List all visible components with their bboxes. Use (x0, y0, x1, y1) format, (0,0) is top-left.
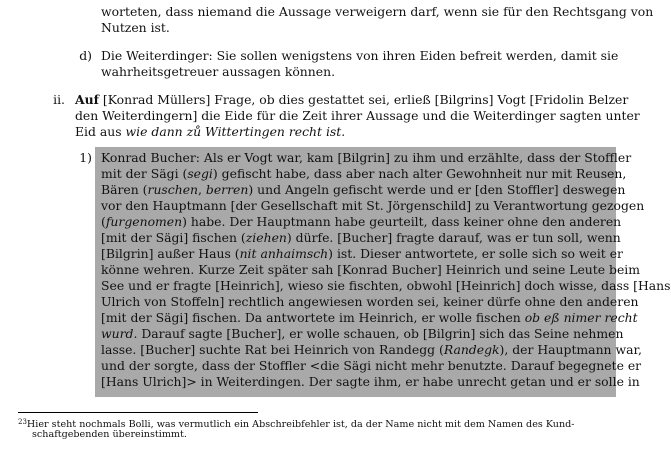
text-line: Die Weiterdinger: Sie sollen wenigstens von ihren Eiden befreit werden, damit sie (101, 48, 619, 63)
text-line: Ulrich von Stoffeln] rechtlich angewiesen worden sei, keiner dürfe ohne den anderen (101, 294, 639, 309)
text-line: und der sorgte, dass der Stoffler <die Sägi nicht mehr benutzte. Darauf begegnete er (101, 358, 642, 373)
text-line: mit der Sägi (segi) gefischt habe, dass aber nach alter Gewohnheit nur mit Reusen, (101, 166, 627, 181)
text-line: Eid aus wie dann zů Wittertingen recht ist. (75, 124, 346, 139)
text-line: Nutzen ist. (101, 20, 170, 35)
text-line: Konrad Bucher: Als er Vogt war, kam [Bilgrin] zu ihm und erzählte, dass der Stoffler (101, 150, 632, 165)
text-line: Auf [Konrad Müllers] Frage, ob dies gestattet sei, erließ [Bilgrins] Vogt [Fridolin Belzer (75, 92, 629, 107)
text-line: vor den Hauptmann [der Gesellschaft mit St. Jörgenschild] zu Verantwortung gezogen (101, 198, 645, 213)
text-line: (furgenomen) habe. Der Hauptmann habe geurteilt, dass keiner ohne den anderen (101, 214, 622, 229)
footnote-line: schaftgebenden übereinstimmt. (32, 429, 187, 440)
bold-lead-word: Auf (75, 92, 99, 107)
text-line: [Hans Ulrich]> in Weiterdingen. Der sagte ihm, er habe unrecht getan und er solle in (101, 374, 640, 389)
text-line: See und er fragte [Heinrich], wieso sie fischten, obwohl [Heinrich] doch wisse, dass [Hans (101, 278, 671, 293)
text-line: wurd. Darauf sagte [Bucher], er wolle schauen, ob [Bilgrin] sich das Seine nehmen (101, 326, 624, 341)
footnote-rule (18, 412, 258, 413)
text-line: [mit der Sägi] fischen. Da antwortete im Heinrich, er wolle fischen ob eß nimer recht (101, 310, 638, 325)
text-line: wahrheitsgetreuer aussagen können. (101, 64, 336, 79)
text-line: [Bilgrin] außer Haus (nit anhaimsch) ist. Dieser antwortete, er solle sich so weit er (101, 246, 623, 261)
list-marker: 1) (79, 150, 92, 165)
text-line: lasse. [Bucher] suchte Rat bei Heinrich von Randegg (Randegk), der Hauptmann war, (101, 342, 642, 357)
footnote-number: 23 (18, 418, 27, 426)
list-marker: d) (79, 48, 92, 63)
text-line: den Weiterdingern] die Eide für die Zeit ihrer Aussage und die Weiterdinger sagten unter (75, 108, 640, 123)
list-marker: ii. (53, 92, 65, 107)
text-line: Bären (ruschen, berren) und Angeln gefischt werde und er [den Stoffler] deswegen (101, 182, 626, 197)
footnote-text: Hier steht nochmals Bolli, was vermutlich ein Abschreibfehler ist, da der Name nicht mit dem Namen des Kund- (26, 419, 575, 430)
text-line: könne wehren. Kurze Zeit später sah [Konrad Bucher] Heinrich und seine Leute beim (101, 262, 640, 277)
text-line: worteten, dass niemand die Aussage verweigern darf, wenn sie für den Rechtsgang von (101, 4, 654, 19)
text-line: [mit der Sägi] fischen (ziehen) dürfe. [Bucher] fragte darauf, was er tun soll, wenn (101, 230, 621, 245)
